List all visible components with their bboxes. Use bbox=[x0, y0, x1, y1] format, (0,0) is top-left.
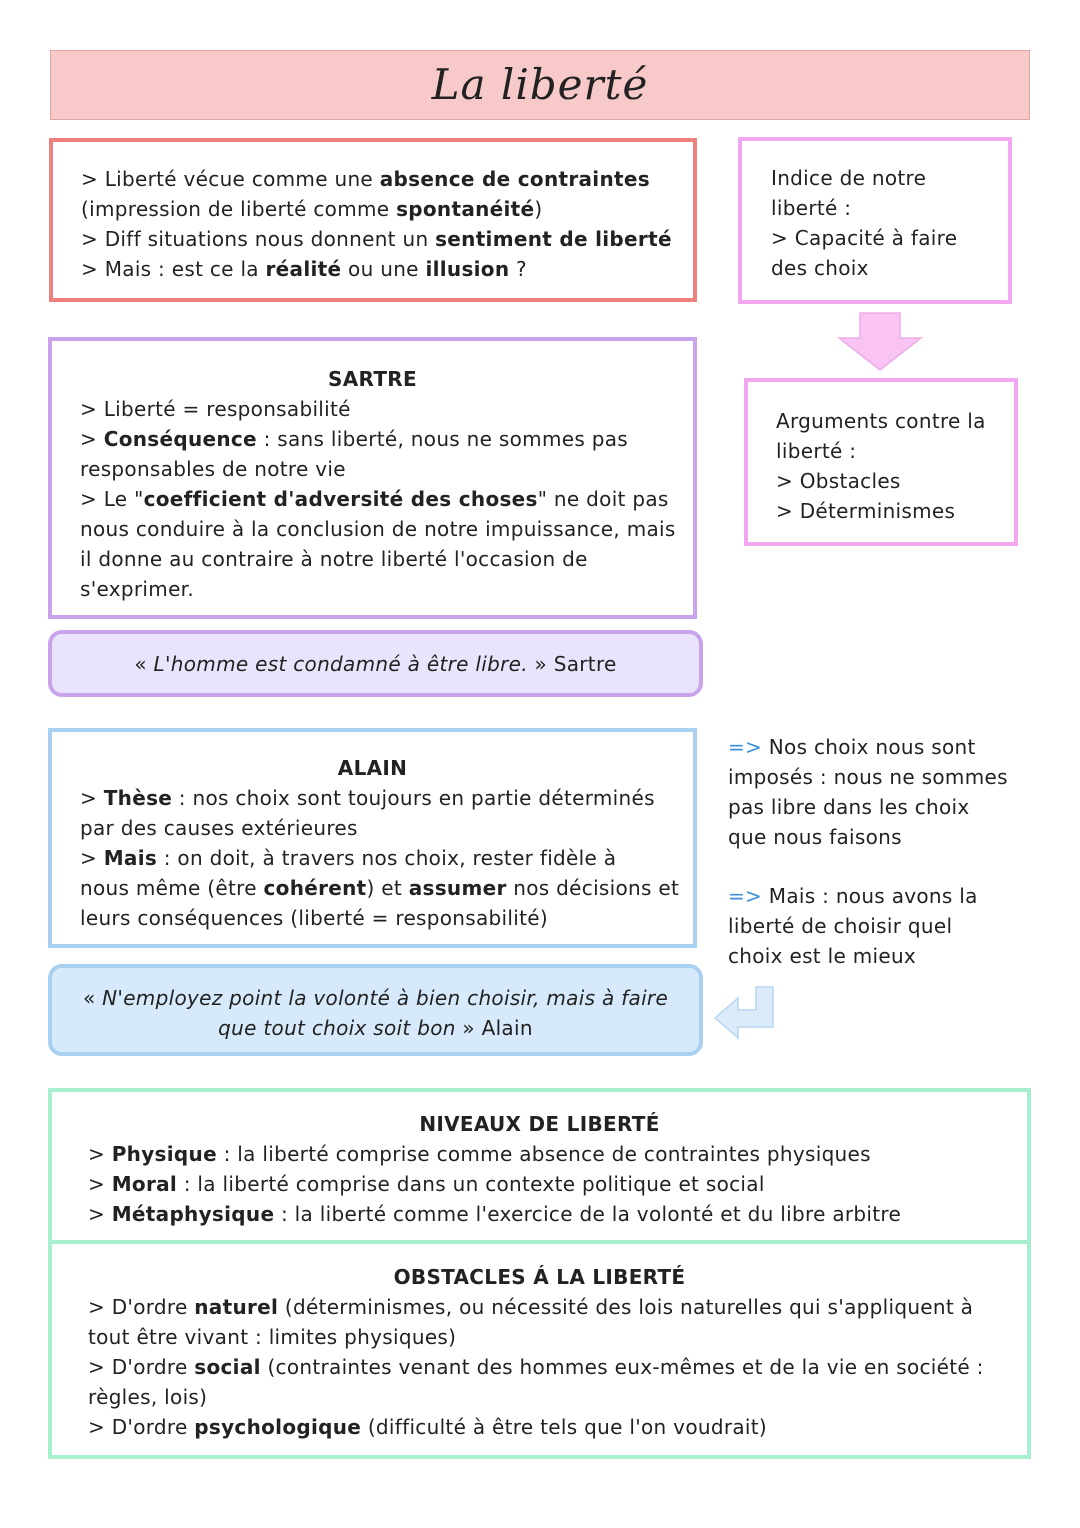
sartre-quote-author: Sartre bbox=[553, 652, 617, 676]
sartre-line-4: > Le "coefficient d'adversité des choses" ne doit pas bbox=[80, 487, 669, 511]
indice-line-1: Indice de notre bbox=[771, 166, 927, 190]
sartre-line-5: nous conduire à la conclusion de notre impuissance, mais bbox=[80, 517, 676, 541]
niveaux-line-2: > Moral : la liberté comprise dans un contexte politique et social bbox=[88, 1172, 765, 1196]
page-title: La liberté bbox=[431, 60, 649, 109]
indice-line-3: > Capacité à faire bbox=[771, 226, 958, 250]
alain-box bbox=[48, 728, 697, 948]
alain-line-5: leurs conséquences (liberté = responsabilité) bbox=[80, 906, 548, 930]
obstacles-line-1: > D'ordre naturel (déterminismes, ou nécessité des lois naturelles qui s'appliquent à bbox=[88, 1295, 974, 1319]
obstacles-line-5: > D'ordre psychologique (difficulté à être tels que l'on voudrait) bbox=[88, 1415, 768, 1439]
arguments-box bbox=[744, 378, 1018, 546]
sartre-line-3: responsables de notre vie bbox=[80, 457, 346, 481]
alain-line-4: nous même (être cohérent) et assumer nos décisions et bbox=[80, 876, 680, 900]
obstacles-heading: OBSTACLES Á LA LIBERTÉ bbox=[393, 1265, 686, 1289]
intro-box bbox=[49, 138, 697, 302]
alain-line-3: > Mais : on doit, à travers nos choix, rester fidèle à bbox=[80, 846, 617, 870]
sartre-heading: SARTRE bbox=[328, 367, 417, 391]
alain-note-1-line-2: imposés : nous ne sommes bbox=[728, 765, 1008, 789]
indice-line-2: liberté : bbox=[771, 196, 852, 220]
niveaux-line-1: > Physique : la liberté comprise comme absence de contraintes physiques bbox=[88, 1142, 871, 1166]
sartre-box bbox=[48, 337, 697, 619]
arguments-line-1: Arguments contre la bbox=[776, 409, 986, 433]
down-arrow-icon bbox=[837, 312, 923, 372]
title-bar bbox=[50, 50, 1030, 120]
sartre-line-2: > Conséquence : sans liberté, nous ne sommes pas bbox=[80, 427, 628, 451]
alain-line-1: > Thèse : nos choix sont toujours en partie déterminés bbox=[80, 786, 655, 810]
intro-line-2: (impression de liberté comme spontanéité) bbox=[81, 197, 543, 221]
obstacles-line-2: tout être vivant : limites physiques) bbox=[88, 1325, 457, 1349]
alain-note-1-line-3: pas libre dans les choix bbox=[728, 795, 970, 819]
arguments-line-2: liberté : bbox=[776, 439, 857, 463]
alain-note-1-line-1: => Nos choix nous sont bbox=[728, 735, 976, 759]
alain-quote-line-2: que tout choix soit bon » Alain bbox=[218, 1016, 533, 1040]
alain-notes bbox=[728, 732, 1028, 971]
alain-heading: ALAIN bbox=[337, 756, 408, 780]
sartre-line-7: s'exprimer. bbox=[80, 577, 195, 601]
arguments-line-4: > Déterminismes bbox=[776, 499, 956, 523]
sartre-quote-text: L'homme est condamné à être libre. bbox=[153, 652, 528, 676]
obstacles-line-3: > D'ordre social (contraintes venant des hommes eux-mêmes et de la vie en société : bbox=[88, 1355, 984, 1379]
indice-line-4: des choix bbox=[771, 256, 869, 280]
alain-note-2-line-3: choix est le mieux bbox=[728, 944, 917, 968]
alain-quote bbox=[48, 964, 703, 1056]
sartre-line-6: il donne au contraire à notre liberté l'occasion de bbox=[80, 547, 588, 571]
return-arrow-icon bbox=[712, 985, 776, 1041]
niveaux-box bbox=[48, 1088, 1031, 1244]
alain-note-1-line-4: que nous faisons bbox=[728, 825, 902, 849]
alain-quote-line-1: « N'employez point la volonté à bien choisir, mais à faire bbox=[82, 986, 669, 1010]
alain-line-2: par des causes extérieures bbox=[80, 816, 358, 840]
obstacles-line-4: règles, lois) bbox=[88, 1385, 208, 1409]
alain-note-2-line-2: liberté de choisir quel bbox=[728, 914, 953, 938]
niveaux-line-3: > Métaphysique : la liberté comme l'exercice de la volonté et du libre arbitre bbox=[88, 1202, 902, 1226]
sartre-line-1: > Liberté = responsabilité bbox=[80, 397, 351, 421]
alain-quote-author: Alain bbox=[481, 1016, 533, 1040]
niveaux-heading: NIVEAUX DE LIBERTÉ bbox=[419, 1112, 660, 1136]
indice-box bbox=[738, 137, 1012, 304]
obstacles-box bbox=[48, 1240, 1031, 1459]
alain-note-2-line-1: => Mais : nous avons la bbox=[728, 884, 978, 908]
sartre-quote: « L'homme est condamné à être libre. » Sartre bbox=[48, 630, 703, 697]
arguments-line-3: > Obstacles bbox=[776, 469, 901, 493]
intro-line-1: > Liberté vécue comme une absence de contraintes bbox=[81, 167, 650, 191]
intro-line-3: > Diff situations nous donnent un sentiment de liberté bbox=[81, 227, 672, 251]
intro-line-4: > Mais : est ce la réalité ou une illusion ? bbox=[81, 257, 527, 281]
